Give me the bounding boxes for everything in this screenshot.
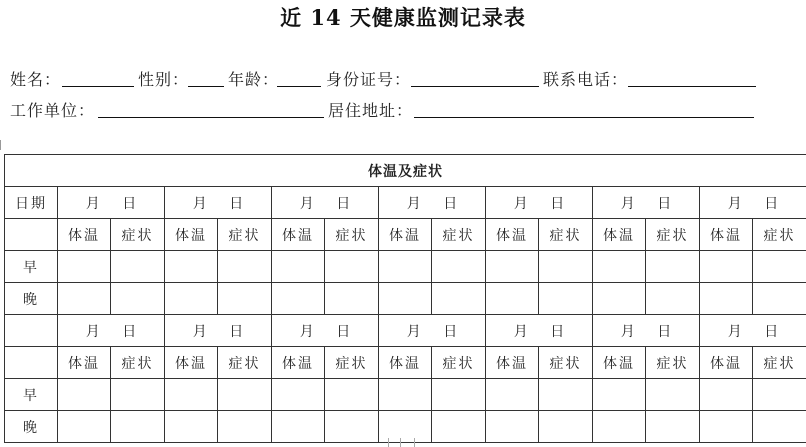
date-cell[interactable]: 月 日 (379, 187, 486, 219)
margin-marker (0, 140, 5, 150)
entry-cell[interactable] (646, 411, 700, 443)
entry-cell[interactable] (700, 379, 753, 411)
entry-cell[interactable] (111, 283, 165, 315)
section-title: 体温及症状 (5, 155, 806, 187)
entry-cell[interactable] (539, 379, 593, 411)
entry-cell[interactable] (379, 251, 432, 283)
temperature-header: 体温 (593, 219, 646, 251)
age-field[interactable] (277, 70, 321, 87)
empty-cell (5, 219, 58, 251)
evening-label: 晚 (5, 283, 58, 315)
date-cell[interactable]: 月 日 (593, 315, 700, 347)
symptom-header: 症状 (111, 347, 165, 379)
work-unit-field[interactable] (98, 101, 324, 118)
entry-cell[interactable] (272, 379, 325, 411)
entry-cell[interactable] (486, 283, 539, 315)
empty-cell (5, 347, 58, 379)
date-cell[interactable]: 月 日 (165, 315, 272, 347)
entry-cell[interactable] (58, 411, 111, 443)
entry-cell[interactable] (753, 251, 806, 283)
date-cell[interactable]: 月 日 (700, 187, 806, 219)
entry-cell[interactable] (753, 379, 806, 411)
table-row (5, 187, 806, 219)
temperature-header: 体温 (379, 219, 432, 251)
entry-cell[interactable] (486, 379, 539, 411)
age-label: 年龄： (228, 70, 280, 89)
entry-cell[interactable] (58, 251, 111, 283)
table-row (5, 251, 806, 283)
entry-cell[interactable] (593, 283, 646, 315)
gender-label: 性别： (138, 70, 190, 89)
entry-cell[interactable] (486, 251, 539, 283)
temperature-header: 体温 (165, 347, 218, 379)
entry-cell[interactable] (646, 283, 700, 315)
entry-cell[interactable] (700, 411, 753, 443)
entry-cell[interactable] (218, 379, 272, 411)
empty-cell (5, 315, 58, 347)
temperature-header: 体温 (700, 347, 753, 379)
temperature-header: 体温 (58, 219, 111, 251)
entry-cell[interactable] (753, 283, 806, 315)
entry-cell[interactable] (111, 379, 165, 411)
entry-cell[interactable] (700, 283, 753, 315)
entry-cell[interactable] (593, 379, 646, 411)
address-label: 居住地址： (328, 101, 414, 120)
temperature-header: 体温 (272, 347, 325, 379)
temperature-header: 体温 (486, 219, 539, 251)
entry-cell[interactable] (593, 411, 646, 443)
table-row (5, 155, 806, 187)
address-field[interactable] (414, 101, 754, 118)
temperature-header: 体温 (165, 219, 218, 251)
temperature-header: 体温 (58, 347, 111, 379)
entry-cell[interactable] (325, 251, 379, 283)
symptom-header: 症状 (432, 219, 486, 251)
id-number-label: 身份证号： (326, 70, 412, 89)
date-cell[interactable]: 月 日 (58, 187, 165, 219)
date-cell[interactable]: 月 日 (58, 315, 165, 347)
symptom-header: 症状 (539, 219, 593, 251)
entry-cell[interactable] (646, 379, 700, 411)
name-label: 姓名： (10, 70, 62, 89)
symptom-header: 症状 (432, 347, 486, 379)
morning-label: 早 (5, 251, 58, 283)
entry-cell[interactable] (700, 251, 753, 283)
symptom-header: 症状 (218, 219, 272, 251)
health-record-table (4, 154, 806, 443)
entry-cell[interactable] (58, 283, 111, 315)
date-cell[interactable]: 月 日 (486, 187, 593, 219)
date-cell[interactable]: 月 日 (272, 315, 379, 347)
page-title: 近 14 天健康监测记录表 (280, 5, 526, 30)
entry-cell[interactable] (272, 283, 325, 315)
entry-cell[interactable] (539, 283, 593, 315)
temperature-header: 体温 (593, 347, 646, 379)
table-row (5, 347, 806, 379)
entry-cell[interactable] (218, 283, 272, 315)
gender-field[interactable] (188, 70, 224, 87)
entry-cell[interactable] (432, 411, 486, 443)
table-row (5, 379, 806, 411)
evening-label: 晚 (5, 411, 58, 443)
work-unit-label: 工作单位： (10, 101, 96, 120)
entry-cell[interactable] (218, 251, 272, 283)
symptom-header: 症状 (646, 219, 700, 251)
symptom-header: 症状 (111, 219, 165, 251)
date-cell[interactable]: 月 日 (272, 187, 379, 219)
entry-cell[interactable] (753, 411, 806, 443)
entry-cell[interactable] (539, 251, 593, 283)
entry-cell[interactable] (325, 283, 379, 315)
symptom-header: 症状 (218, 347, 272, 379)
entry-cell[interactable] (165, 411, 218, 443)
symptom-header: 症状 (753, 347, 806, 379)
entry-cell[interactable] (432, 379, 486, 411)
entry-cell[interactable] (58, 379, 111, 411)
entry-cell[interactable] (165, 379, 218, 411)
entry-cell[interactable] (325, 411, 379, 443)
temperature-header: 体温 (486, 347, 539, 379)
entry-cell[interactable] (379, 379, 432, 411)
entry-cell[interactable] (111, 251, 165, 283)
temperature-header: 体温 (700, 219, 753, 251)
morning-label: 早 (5, 379, 58, 411)
entry-cell[interactable] (325, 379, 379, 411)
entry-cell[interactable] (432, 251, 486, 283)
table-row (5, 283, 806, 315)
entry-cell[interactable] (539, 411, 593, 443)
date-cell[interactable]: 月 日 (593, 187, 700, 219)
temperature-header: 体温 (272, 219, 325, 251)
entry-cell[interactable] (379, 283, 432, 315)
phone-field[interactable] (628, 70, 756, 87)
date-cell[interactable]: 月 日 (486, 315, 593, 347)
date-cell[interactable]: 月 日 (165, 187, 272, 219)
table-row (5, 315, 806, 347)
symptom-header: 症状 (646, 347, 700, 379)
entry-cell[interactable] (165, 251, 218, 283)
table-row (5, 219, 806, 251)
name-field[interactable] (62, 70, 134, 87)
temperature-header: 体温 (379, 347, 432, 379)
entry-cell[interactable] (272, 251, 325, 283)
entry-cell[interactable] (111, 411, 165, 443)
date-cell[interactable]: 月 日 (379, 315, 486, 347)
entry-cell[interactable] (272, 411, 325, 443)
entry-cell[interactable] (486, 411, 539, 443)
symptom-header: 症状 (539, 347, 593, 379)
entry-cell[interactable] (218, 411, 272, 443)
id-number-field[interactable] (411, 70, 539, 87)
symptom-header: 症状 (325, 347, 379, 379)
page-break-marker (386, 438, 416, 447)
date-cell[interactable]: 月 日 (700, 315, 806, 347)
entry-cell[interactable] (593, 251, 646, 283)
phone-label: 联系电话： (543, 70, 629, 89)
entry-cell[interactable] (646, 251, 700, 283)
entry-cell[interactable] (165, 283, 218, 315)
entry-cell[interactable] (432, 283, 486, 315)
symptom-header: 症状 (753, 219, 806, 251)
symptom-header: 症状 (325, 219, 379, 251)
date-label: 日期 (5, 187, 58, 219)
